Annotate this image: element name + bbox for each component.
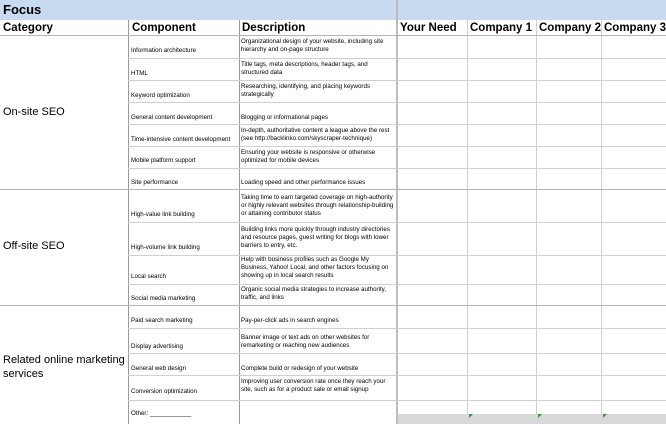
component-cell: Time-intensive content development — [131, 136, 231, 143]
row-line — [128, 102, 666, 103]
row-line — [128, 80, 666, 81]
header-description: Description — [242, 22, 306, 34]
footer-strip — [398, 414, 666, 424]
column-separator — [396, 0, 398, 424]
component-cell: Information architecture — [131, 47, 196, 54]
description-cell: Researching, identifying, and placing keywords strategically — [241, 83, 370, 98]
component-cell: Keyword optimization — [131, 92, 190, 99]
description-cell: Taking time to earn targeted coverage on high-authority or highly relevant websites through relationship-building or attaining contributor status — [241, 194, 394, 217]
category-off-site-seo: Off-site SEO — [3, 240, 65, 252]
description-cell: Blogging or informational pages — [241, 114, 329, 121]
row-line — [128, 255, 666, 256]
row-line — [128, 146, 666, 147]
row-line — [128, 58, 666, 59]
description-cell: Loading speed and other performance issues — [241, 179, 366, 186]
description-cell: Pay-per-click ads in search engines — [241, 317, 339, 324]
header-row-line — [0, 35, 666, 36]
row-line — [128, 400, 666, 401]
description-cell: Title tags, meta descriptions, header tags, and structured data — [241, 61, 368, 76]
category-on-site-seo: On-site SEO — [3, 106, 65, 118]
row-line — [128, 353, 666, 354]
header-your-need: Your Need — [400, 22, 457, 34]
component-cell: HTML — [131, 70, 148, 77]
section-line — [0, 189, 666, 190]
description-cell: Organizational design of your website, including site hierarchy and on-page structure — [241, 38, 384, 53]
row-line — [128, 168, 666, 169]
row-line — [128, 284, 666, 285]
row-line — [128, 222, 666, 223]
description-cell: Organic social media strategies to increase authority, traffic, and links — [241, 286, 387, 301]
component-cell: Paid search marketing — [131, 317, 193, 324]
header-category: Category — [3, 22, 53, 34]
component-cell: Local search — [131, 273, 167, 280]
other-component-field[interactable]: Other: ____________ — [131, 410, 192, 417]
comment-marker-icon[interactable] — [603, 414, 607, 418]
component-cell: High-volume link building — [131, 244, 200, 251]
description-cell: Banner image or text ads on other websites for remarketing or reaching new audiences — [241, 334, 370, 349]
description-cell: Complete build or redesign of your website — [241, 365, 359, 372]
component-cell: General web design — [131, 365, 187, 372]
description-cell: Building links more quickly through industry directories and resource pages, guest writing for blogs with lower barriers to entry, etc. — [241, 226, 390, 249]
component-cell: Display advertising — [131, 343, 183, 350]
component-cell: Conversion optimization — [131, 388, 198, 395]
row-line — [128, 124, 666, 125]
comment-marker-icon[interactable] — [538, 414, 542, 418]
component-cell: Mobile platform support — [131, 157, 196, 164]
header-component: Component — [132, 22, 196, 34]
sheet-title: Focus — [3, 2, 42, 17]
description-cell: Help with business profiles such as Google My Business, Yahoo! Local, and other factors focusing on showing up in local search results — [241, 256, 389, 279]
header-company-1: Company 1 — [470, 22, 532, 34]
component-cell: General content development — [131, 114, 213, 121]
header-company-2: Company 2 — [539, 22, 601, 34]
row-line — [128, 328, 666, 329]
title-bar-right — [398, 0, 666, 20]
section-line — [0, 305, 666, 306]
component-cell: High-value link building — [131, 211, 195, 218]
description-cell: In-depth, authoritative content a league above the rest (see http://backlinko.com/skyscraper-technique) — [241, 127, 390, 142]
component-cell: Site performance — [131, 179, 179, 186]
row-line — [128, 375, 666, 376]
category-related-services: Related online marketing services — [3, 354, 125, 380]
header-company-3: Company 3 — [604, 22, 666, 34]
component-cell: Social media marketing — [131, 295, 196, 302]
title-bar — [0, 0, 396, 20]
description-cell: Ensuring your website is responsive or otherwise optimized for mobile devices — [241, 149, 376, 164]
comment-marker-icon[interactable] — [469, 414, 473, 418]
description-cell: Improving user conversion rate once they reach your site, such as for a product sale or email signup — [241, 378, 386, 393]
